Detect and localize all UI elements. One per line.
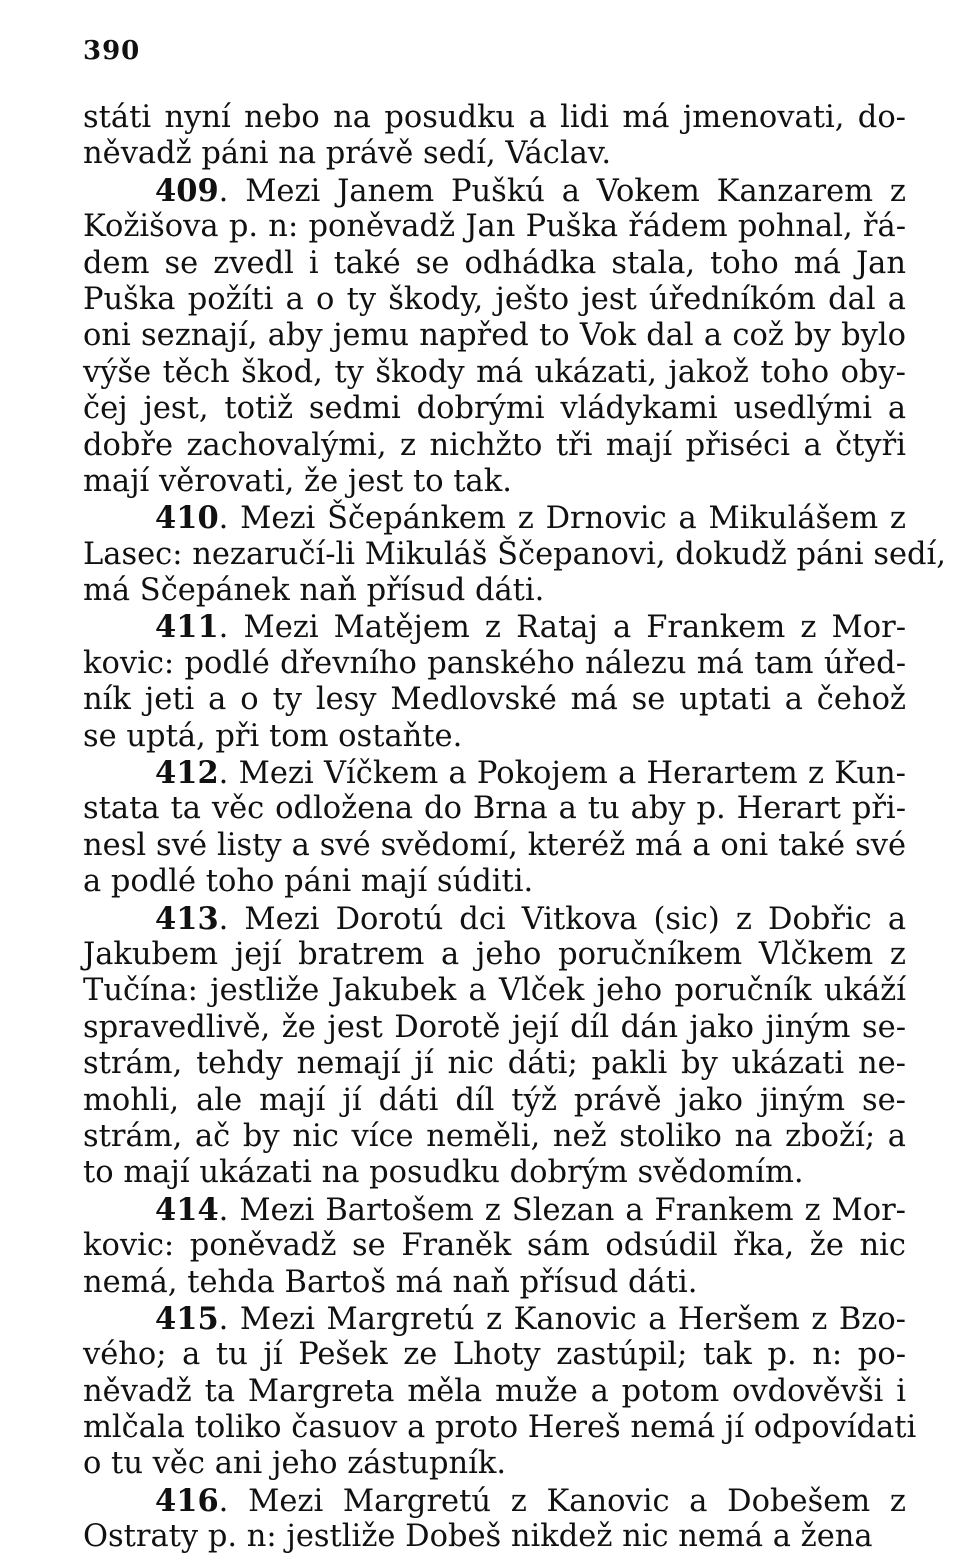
line-text: má Sčepánek naň přísud dáti. bbox=[83, 573, 545, 609]
text-line bbox=[83, 536, 946, 573]
text-line bbox=[83, 1446, 906, 1482]
text-line bbox=[83, 136, 906, 172]
text-line bbox=[83, 937, 906, 973]
line-text: . Mezi Bartošem z Slezan a Frankem z Mor- bbox=[218, 1192, 906, 1228]
text-line bbox=[83, 173, 906, 209]
line-text: . Mezi Margretú z Kanovic a Heršem z Bzo- bbox=[218, 1301, 906, 1337]
line-text: mají věrovati, že jest to tak. bbox=[83, 463, 512, 499]
line-text: mlčala toliko časuov a proto Hereš nemá jí odpovídati bbox=[83, 1410, 917, 1446]
text-line bbox=[83, 1519, 906, 1555]
line-text: strám, ač by nic více neměli, než stoliko na zboží; a bbox=[83, 1118, 906, 1154]
text-line bbox=[83, 828, 906, 864]
line-text: čej jest, totiž sedmi dobrými vládykami usedlými a bbox=[83, 391, 906, 427]
line-text: Puška požíti a o ty škody, ješto jest úředníkóm dal a bbox=[83, 281, 906, 317]
text-body bbox=[83, 100, 946, 1556]
text-line bbox=[83, 1337, 906, 1373]
paragraph-p413 bbox=[83, 901, 906, 1192]
line-text: Kožišova p. n: poněvadž Jan Puška řádem pohnal, řá- bbox=[83, 209, 906, 245]
text-line bbox=[83, 755, 906, 791]
text-line bbox=[83, 973, 906, 1009]
line-text: dobře zachovalými, z nichžto tři mají přiséci a čtyři bbox=[83, 427, 906, 463]
line-text: strám, tehdy nemají jí nic dáti; pakli by ukázati ne- bbox=[83, 1046, 906, 1082]
text-line bbox=[83, 1374, 906, 1410]
line-text: dem se zvedl i také se odhádka stala, toho má Jan bbox=[83, 245, 906, 281]
text-line bbox=[83, 1083, 906, 1119]
section-number: 416 bbox=[155, 1482, 219, 1519]
line-text: . Mezi Matějem z Rataj a Frankem z Mor- bbox=[218, 610, 906, 646]
line-text: nemá, tehda Bartoš má naň přísud dáti. bbox=[83, 1264, 698, 1300]
text-line bbox=[83, 1192, 906, 1228]
text-line bbox=[83, 464, 906, 500]
line-text: kovic: poněvadž se Franěk sám odsúdil řka, že nic bbox=[83, 1228, 906, 1264]
text-line bbox=[83, 864, 906, 900]
line-text: . Mezi Janem Puškú a Vokem Kanzarem z bbox=[218, 173, 906, 209]
section-number: 411 bbox=[155, 609, 219, 646]
section-number: 412 bbox=[155, 755, 219, 792]
section-number: 409 bbox=[155, 172, 219, 209]
line-text: nesl své listy a své svědomí, kteréž má a oni také své bbox=[83, 827, 906, 863]
text-line bbox=[83, 901, 906, 937]
paragraph-p412 bbox=[83, 755, 906, 901]
text-line bbox=[83, 1228, 906, 1264]
paragraph-p409 bbox=[83, 173, 906, 501]
line-text: o tu věc ani jeho zástupník. bbox=[83, 1446, 507, 1482]
line-text: mohli, ale mají jí dáti díl týž právě jako jiným se- bbox=[83, 1082, 906, 1118]
page-number: 390 bbox=[83, 36, 141, 66]
text-line bbox=[83, 791, 906, 827]
text-line bbox=[83, 1265, 906, 1301]
line-text: to mají ukázati na posudku dobrým svědomím. bbox=[83, 1155, 804, 1191]
text-line bbox=[83, 355, 906, 391]
line-text: . Mezi Víčkem a Pokojem a Herartem z Kun- bbox=[218, 756, 906, 792]
text-line bbox=[83, 282, 906, 318]
text-line bbox=[83, 719, 906, 755]
line-text: a podlé toho páni mají súditi. bbox=[83, 864, 534, 900]
section-number: 410 bbox=[155, 500, 219, 537]
text-line bbox=[83, 682, 906, 718]
paragraph-p416 bbox=[83, 1483, 906, 1556]
line-text: Tučína: jestliže Jakubek a Vlček jeho poručník ukáží bbox=[83, 973, 906, 1009]
text-line bbox=[83, 391, 906, 427]
line-text: Jakubem její bratrem a jeho poručníkem Vlčkem z bbox=[83, 936, 906, 972]
line-text: výše těch škod, ty škody má ukázati, jakož toho oby- bbox=[83, 354, 906, 390]
text-line bbox=[83, 500, 906, 536]
paragraph-p415 bbox=[83, 1300, 917, 1483]
section-number: 413 bbox=[155, 900, 219, 937]
text-line bbox=[83, 1155, 906, 1191]
line-text: státi nyní nebo na posudku a lidi má jmenovati, do- bbox=[83, 100, 906, 135]
text-line bbox=[83, 573, 906, 609]
line-text: oni seznají, aby jemu napřed to Vok dal a což by bylo bbox=[83, 318, 906, 354]
line-text: . Mezi Dorotú dci Vitkova (sic) z Dobřic a bbox=[218, 901, 906, 937]
text-line bbox=[83, 100, 906, 136]
text-line bbox=[83, 1119, 906, 1155]
section-number: 415 bbox=[155, 1300, 219, 1337]
text-line bbox=[83, 428, 906, 464]
line-text: se uptá, při tom ostaňte. bbox=[83, 718, 463, 754]
paragraph-p408-cont bbox=[83, 100, 906, 173]
text-line bbox=[83, 318, 906, 354]
line-text: spravedlivě, že jest Dorotě její díl dán jako jiným se- bbox=[83, 1009, 906, 1045]
text-line bbox=[83, 209, 906, 245]
line-text: kovic: podlé dřevního panského nálezu má tam úřed- bbox=[83, 645, 906, 681]
text-line bbox=[83, 1483, 906, 1519]
text-line bbox=[83, 609, 906, 645]
line-text: Lasec: nezaručí-li Mikuláš Ščepanovi, dokudž páni sedí, bbox=[83, 536, 946, 572]
text-line bbox=[83, 646, 906, 682]
text-line bbox=[83, 1010, 906, 1046]
line-text: stata ta věc odložena do Brna a tu aby p. Herart při- bbox=[83, 791, 906, 827]
line-text: Ostraty p. n: jestliže Dobeš nikdež nic nemá a žena bbox=[83, 1519, 873, 1555]
paragraph-p414 bbox=[83, 1192, 906, 1301]
line-text: ník jeti a o ty lesy Medlovské má se uptati a čehož bbox=[83, 682, 906, 718]
line-text: něvadž páni na právě sedí, Václav. bbox=[83, 136, 612, 172]
line-text: vého; a tu jí Pešek ze Lhoty zastúpil; tak p. n: po- bbox=[83, 1337, 906, 1373]
paragraph-p411 bbox=[83, 609, 906, 755]
line-text: . Mezi Ščepánkem z Drnovic a Mikulášem z bbox=[218, 501, 906, 537]
line-text: . Mezi Margretú z Kanovic a Dobešem z bbox=[218, 1483, 906, 1519]
text-line bbox=[83, 1046, 906, 1082]
text-line bbox=[83, 246, 906, 282]
text-line bbox=[83, 1301, 906, 1337]
line-text: něvadž ta Margreta měla muže a potom ovdověvši i bbox=[83, 1373, 906, 1409]
section-number: 414 bbox=[155, 1191, 219, 1228]
text-line bbox=[83, 1410, 917, 1446]
paragraph-p410 bbox=[83, 500, 946, 609]
